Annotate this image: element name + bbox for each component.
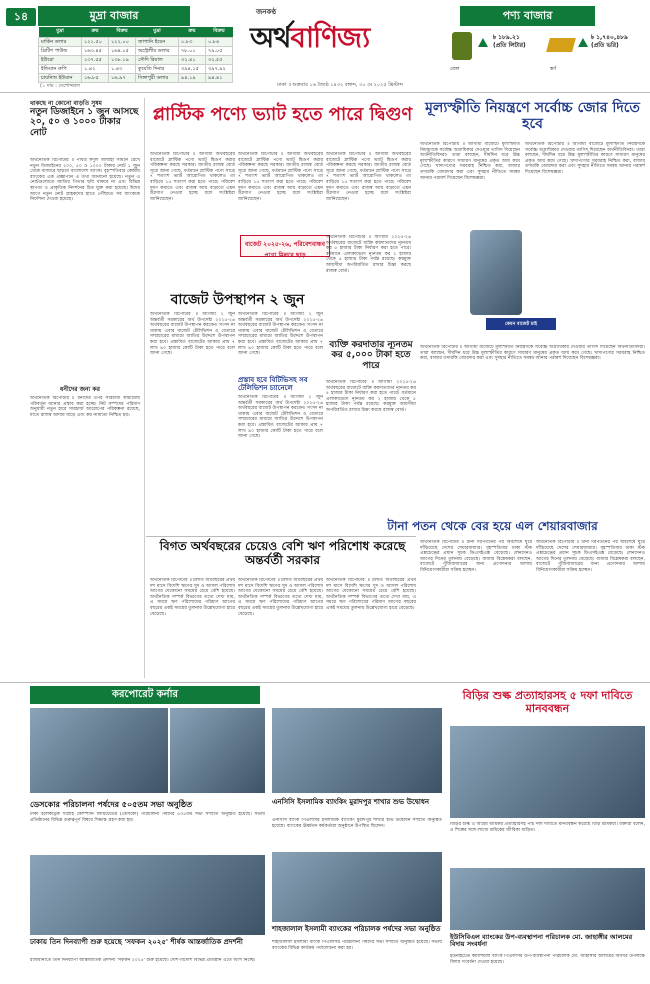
- currency-cell: ৭৯.০৫: [205, 47, 232, 56]
- currency-cell: ইউরো: [39, 56, 82, 65]
- currency-row: [39, 56, 233, 65]
- story6-kicker: ধনীদের জন্য কর: [60, 386, 100, 393]
- story7-body: অর্থনৈতিক রিপোর্টার ॥ চলতি অর্থবছরের প্রথম দশ মাসে বিদেশি ঋণের সুদ ও আসল পরিশোধ আগের যেকোনো সময়ের চেয়ে বেশি হয়েছে। অর্থনৈতিক সম্পর্ক বিভাগের তথ্যে দেখা যায়, এ সময়ে ঋণ পরিশোধের পরিমাণ আগের বছরের একই সময়ের তুলনায় উল্লেখযোগ্য হারে বেড়েছে।: [150, 578, 235, 617]
- story8-headline: টানা পতন থেকে বের হয়ে এল শেয়ারবাজার: [387, 519, 598, 533]
- currency-cell: সৌদি রিয়াল: [135, 56, 178, 65]
- currency-cell: ১.৪৩: [109, 65, 136, 74]
- story3-headline: মূল্যস্ফীতি নিয়ন্ত্রণে সর্বোচ্চ জোর দিতে হবে: [425, 100, 640, 133]
- corp6-body: ইউনাইটেড কমার্শিয়াল ব্যাংক পিএলসির উপ-ব্যবস্থাপনা পরিচালক মো. জাহাঙ্গীর আলমের অবসর উপলক্ষে বিদায় সংবর্ধনা দেওয়া হয়েছে।: [450, 954, 645, 965]
- page-header: [0, 0, 650, 92]
- up-arrow-icon: [578, 38, 588, 47]
- corp5-body: শাহজালাল ইসলামী ব্যাংক পিএলসির পরিচালনা পর্ষদের সভা সম্প্রতি অনুষ্ঠিত হয়েছে। সভায় ব্যাংকের বিভিন্ন কার্যক্রম পর্যালোচনা করা হয়।: [272, 940, 442, 951]
- gold-bar-icon: [546, 38, 576, 52]
- currency-col-header: ক্রয়: [82, 27, 109, 38]
- currency-cell: ১৬৪.০৫: [109, 47, 136, 56]
- story7-headline: বিগত অর্থবছরের চেয়েও বেশি ঋণ পরিশোধ করেছে অন্তর্বর্তী সরকার: [159, 539, 406, 567]
- story2-headline: প্লাস্টিক পণ্যে ভ্যাট হতে পারে দ্বিগুণ: [152, 104, 413, 125]
- corporate-photo-7: [450, 868, 645, 930]
- gold-label: স্বর্ণ: [550, 66, 557, 72]
- story8-body: অর্থনৈতিক রিপোর্টার ॥ টানা দরপতনের পর অবশেষে ঘুরে দাঁড়িয়েছে দেশের শেয়ারবাজার। বৃহস্পতিবার ঢাকা স্টক এক্সচেঞ্জের প্রধান সূচক ডিএসইএক্স বেড়েছে। লেনদেনও আগের দিনের তুলনায় বেড়েছে। বাজার বিশ্লেষকরা বলছেন, বাজেটে পুঁজিবাজারের জন্য প্রণোদনার আশায় বিনিয়োগকারীরা সক্রিয় হচ্ছেন।: [420, 540, 532, 573]
- currency-cell: ১২২.০০: [109, 38, 136, 47]
- currency-cell: মার্কিন ডলার: [39, 38, 82, 47]
- currency-cell: ০.৮৩: [179, 38, 206, 47]
- commodity-box: [448, 28, 644, 80]
- story7-body-cont: অর্থনৈতিক রিপোর্টার ॥ চলতি অর্থবছরের প্রথম দশ মাসে বিদেশি ঋণের সুদ ও আসল পরিশোধ আগের যেকোনো সময়ের চেয়ে বেশি হয়েছে। অর্থনৈতিক সম্পর্ক বিভাগের তথ্যে দেখা যায়, এ সময়ে ঋণ পরিশোধের পরিমাণ আগের বছরের একই সময়ের তুলনায় উল্লেখযোগ্য হারে বেড়েছে।: [238, 578, 323, 617]
- story3-body-cont: অর্থনৈতিক রিপোর্টার ॥ আগামী বাজেটে মূল্যস্ফীতি নিয়ন্ত্রণকে সর্বোচ্চ অগ্রাধিকার দেওয়ার তাগিদ দিয়েছেন অর্থনীতিবিদরা। তারা বলছেন, দীর্ঘদিন ধরে উচ্চ মূল্যস্ফীতির কারণে সাধারণ মানুষের প্রকৃত আয় কমে গেছে। খাদ্যপণ্যের সরবরাহ নিশ্চিত করা, বাজার তদারকি জোরদার করা এবং সুদহার নীতিতে সমন্বয় আনার পরামর্শ দিয়েছেন বিশেষজ্ঞরা।: [525, 142, 645, 175]
- up-arrow-icon: [478, 38, 488, 47]
- date-line: ঢাকা ॥ শুক্রবার ১৬ জ্যৈষ্ঠ ১৪৩২ বঙ্গাব্দ, ৩০ মে ২০২৫ খ্রিস্টাব্দ: [277, 82, 403, 88]
- corp1-headline: ডেসকোর পরিচালনা পর্ষদের ৫০৫তম সভা অনুষ্ঠিত: [30, 800, 193, 809]
- divider: [146, 536, 416, 537]
- story8-body-cont: অর্থনৈতিক রিপোর্টার ॥ টানা দরপতনের পর অবশেষে ঘুরে দাঁড়িয়েছে দেশের শেয়ারবাজার। বৃহস্পতিবার ঢাকা স্টক এক্সচেঞ্জের প্রধান সূচক ডিএসইএক্স বেড়েছে। লেনদেনও আগের দিনের তুলনায় বেড়েছে। বাজার বিশ্লেষকরা বলছেন, বাজেটে পুঁজিবাজারের জন্য প্রণোদনার আশায় বিনিয়োগকারীরা সক্রিয় হচ্ছেন।: [536, 540, 645, 573]
- corporate-photo-1: [30, 708, 168, 793]
- currency-cell: সিঙ্গাপুরী ডলার: [135, 74, 178, 83]
- currency-cell: ১৬৩.৪৫: [82, 47, 109, 56]
- corp2-headline: এনসিসি ইসলামিক ব্যাংকিং মুরাদপুর শাখার শুভ উদ্বোধন: [272, 798, 430, 806]
- currency-cell: ৩৯৭.৯২: [205, 65, 232, 74]
- currency-cell: ৩৯৪.১৫: [179, 65, 206, 74]
- currency-cell: ১৬.৮৫: [82, 74, 109, 83]
- corp1-body: ঢাকা ইলেকট্রিক সাপ্লাই কোম্পানি লিমিটেডের (ডেসকো) পরিচালনা পর্ষদের ৫০৫তম সভা সম্প্রতি অনুষ্ঠিত হয়েছে। সভায় প্রতিষ্ঠানের বিভিন্ন গুরুত্বপূর্ণ বিষয়ে সিদ্ধান্ত গ্রহণ করা হয়।: [30, 812, 265, 823]
- currency-cell: অস্ট্রেলীয় ডলার: [135, 47, 178, 56]
- divider: [0, 92, 650, 93]
- story2-body: অর্থনৈতিক রিপোর্টার ॥ আগামী অর্থবছরের বাজেটে প্লাস্টিক পণ্যে ভ্যাট দ্বিগুণ করার পরিকল্পনা করছে সরকার। জাতীয় রাজস্ব বোর্ড সূত্রে জানা গেছে, বর্তমানে প্লাস্টিক পণ্যে সাড়ে ৭ শতাংশ ভ্যাট আরোপিত থাকলেও তা বাড়িয়ে ১৫ শতাংশ করা হতে পারে। পরিবেশ দূষণ কমাতে এবং রাজস্ব আয় বাড়াতে এমন উদ্যোগ নেওয়া হচ্ছে বলে সংশ্লিষ্টরা জানিয়েছেন।: [150, 152, 235, 202]
- currency-row: [39, 38, 233, 47]
- story6-body: অর্থনৈতিক রিপোর্টার ॥ ধনীদের ওপর সারচার্জ কাঠামোয় পরিবর্তন আনার প্রস্তাব করা হচ্ছে। নিট সম্পদের পরিমাণ অনুযায়ী নতুন হারে সারচার্জ আরোপের পরিকল্পনা রয়েছে, যাতে রাজস্ব আদায় বাড়ে এবং কর ন্যায্যতা নিশ্চিত হয়।: [30, 396, 140, 418]
- masthead-left: অর্থ: [250, 21, 291, 54]
- currency-cell: ইন্ডিয়ান রুপি: [39, 65, 82, 74]
- corporate-photo-3: [30, 855, 265, 935]
- oil-can-icon: [452, 32, 472, 60]
- story4-body-more: অর্থনৈতিক রিপোর্টার ॥ আগামী ২ জুন অন্তর্বর্তী সরকারের অর্থ উপদেষ্টা ২০২৫-২৬ অর্থবছরের বাজেট উপস্থাপন করবেন। সংসদ না থাকায় এবার বাজেট টেলিভিশন ও বেতারে সম্প্রচারের মাধ্যমে জাতির উদ্দেশে উপস্থাপন করা হবে। প্রস্তাবিত বাজেটের আকার প্রায় ৭ লাখ ৯০ হাজার কোটি টাকা হতে পারে বলে জানা গেছে।: [238, 395, 323, 440]
- currency-cell: ১৩৮.১৯: [109, 56, 136, 65]
- story3-body-more: অর্থনৈতিক রিপোর্টার ॥ আগামী বাজেটে মূল্যস্ফীতি নিয়ন্ত্রণকে সর্বোচ্চ অগ্রাধিকার দেওয়ার তাগিদ দিয়েছেন অর্থনীতিবিদরা। তারা বলছেন, দীর্ঘদিন ধরে উচ্চ মূল্যস্ফীতির কারণে সাধারণ মানুষের প্রকৃত আয় কমে গেছে। খাদ্যপণ্যের সরবরাহ নিশ্চিত করা, বাজার তদারকি জোরদার করা এবং সুদহার নীতিতে সমন্বয় আনার পরামর্শ দিয়েছেন বিশেষজ্ঞরা।: [420, 345, 645, 362]
- corporate-photo-5: [272, 852, 442, 922]
- story5-headline: ব্যক্তি করদাতার ন্যূনতম কর ৫,০০০ টাকা হতে পারে: [329, 340, 413, 371]
- currency-col-header: মুদ্রা: [135, 27, 178, 38]
- story2-body-cont: অর্থনৈতিক রিপোর্টার ॥ আগামী অর্থবছরের বাজেটে প্লাস্টিক পণ্যে ভ্যাট দ্বিগুণ করার পরিকল্পনা করছে সরকার। জাতীয় রাজস্ব বোর্ড সূত্রে জানা গেছে, বর্তমানে প্লাস্টিক পণ্যে সাড়ে ৭ শতাংশ ভ্যাট আরোপিত থাকলেও তা বাড়িয়ে ১৫ শতাংশ করা হতে পারে। পরিবেশ দূষণ কমাতে এবং রাজস্ব আয় বাড়াতে এমন উদ্যোগ নেওয়া হচ্ছে বলে সংশ্লিষ্টরা জানিয়েছেন।: [326, 152, 411, 202]
- corp6-headline: ইউসিবিএল ব্যাংকের উপ-ব্যবস্থাপনা পরিচালক মো. জাহাঙ্গীর আলমের বিদায় সংবর্ধনা: [450, 933, 633, 949]
- budget-box-text: বাজেট ২০২৫-২৬, পরিবেশবান্ধব পণ্যে মিলবে ছাড়: [244, 241, 326, 259]
- commodity-market-title: পণ্য বাজার: [460, 6, 595, 26]
- corporate-corner-title: করপোরেট কর্নার: [30, 686, 260, 704]
- story1-kicker: থাকছে না কোনো বাড়তি সুষম: [30, 100, 102, 107]
- currency-cell: ১৬.৯৭: [109, 74, 136, 83]
- currency-cell: ১২১.৫০: [82, 38, 109, 47]
- masthead-small: জনকণ্ঠ: [256, 8, 277, 16]
- corp4-body: রাজধানীতে তিন দিনব্যাপী আন্তর্জাতিক প্রদর্শনী 'সফকন ২০২৫' শুরু হয়েছে। দেশি-বিদেশি বিভিন্ন প্রতিষ্ঠান এতে অংশ নিচ্ছে।: [30, 958, 256, 963]
- page-number: ১৪: [6, 8, 36, 26]
- currency-cell: ০.৮৪: [205, 38, 232, 47]
- gold-price-unit: (প্রতি ভরি): [591, 42, 619, 49]
- corporate-photo-4: [272, 708, 442, 793]
- currency-row: [39, 65, 233, 74]
- currency-cell: ১.৪২: [82, 65, 109, 74]
- currency-cell: ৭৮.০১: [179, 47, 206, 56]
- currency-cell: ১৩৭.৫৫: [82, 56, 109, 65]
- currency-table: [38, 27, 233, 83]
- currency-cell: জাপানি ইয়েন: [135, 38, 178, 47]
- corporate-photo-6: [450, 726, 645, 818]
- corp3-headline: বিড়ির শুল্ক প্রত্যাহারসহ ৫ দফা দাবিতে মানববন্ধন: [462, 689, 633, 715]
- oil-price-unit: (প্রতি লিটার): [493, 42, 526, 49]
- currency-header-row: [39, 27, 233, 38]
- oil-price-value: ৳ ১৮৯.২১: [493, 34, 520, 41]
- currency-col-header: বিক্রয়: [205, 27, 232, 38]
- portrait-photo: [470, 230, 522, 315]
- currency-cell: ব্রিটিশ পাউন্ড: [39, 47, 82, 56]
- story2-body-cont: অর্থনৈতিক রিপোর্টার ॥ আগামী অর্থবছরের বাজেটে প্লাস্টিক পণ্যে ভ্যাট দ্বিগুণ করার পরিকল্পনা করছে সরকার। জাতীয় রাজস্ব বোর্ড সূত্রে জানা গেছে, বর্তমানে প্লাস্টিক পণ্যে সাড়ে ৭ শতাংশ ভ্যাট আরোপিত থাকলেও তা বাড়িয়ে ১৫ শতাংশ করা হতে পারে। পরিবেশ দূষণ কমাতে এবং রাজস্ব আয় বাড়াতে এমন উদ্যোগ নেওয়া হচ্ছে বলে সংশ্লিষ্টরা জানিয়েছেন।: [238, 152, 323, 202]
- story4-headline: বাজেট উপস্থাপন ২ জুন: [170, 292, 305, 308]
- story3-body: অর্থনৈতিক রিপোর্টার ॥ আগামী বাজেটে মূল্যস্ফীতি নিয়ন্ত্রণকে সর্বোচ্চ অগ্রাধিকার দেওয়ার তাগিদ দিয়েছেন অর্থনীতিবিদরা। তারা বলছেন, দীর্ঘদিন ধরে উচ্চ মূল্যস্ফীতির কারণে সাধারণ মানুষের প্রকৃত আয় কমে গেছে। খাদ্যপণ্যের সরবরাহ নিশ্চিত করা, বাজার তদারকি জোরদার করা এবং সুদহার নীতিতে সমন্বয় আনার পরামর্শ দিয়েছেন বিশেষজ্ঞরা।: [420, 142, 520, 181]
- currency-cell: চায়নিজ ইউয়ান: [39, 74, 82, 83]
- divider: [0, 682, 650, 683]
- currency-cell: ৯৪.৪১: [205, 74, 232, 83]
- currency-col-header: ক্রয়: [179, 27, 206, 38]
- currency-col-header: বিক্রয়: [109, 27, 136, 38]
- currency-rows: [39, 38, 233, 83]
- oil-label: তেল: [450, 66, 460, 72]
- story4-body-cont: অর্থনৈতিক রিপোর্টার ॥ আগামী ২ জুন অন্তর্বর্তী সরকারের অর্থ উপদেষ্টা ২০২৫-২৬ অর্থবছরের বাজেট উপস্থাপন করবেন। সংসদ না থাকায় এবার বাজেট টেলিভিশন ও বেতারে সম্প্রচারের মাধ্যমে জাতির উদ্দেশে উপস্থাপন করা হবে। প্রস্তাবিত বাজেটের আকার প্রায় ৭ লাখ ৯০ হাজার কোটি টাকা হতে পারে বলে জানা গেছে।: [238, 312, 323, 357]
- currency-market-title: মুদ্রা বাজার: [38, 6, 190, 26]
- story7-body-more: অর্থনৈতিক রিপোর্টার ॥ চলতি অর্থবছরের প্রথম দশ মাসে বিদেশি ঋণের সুদ ও আসল পরিশোধ আগের যেকোনো সময়ের চেয়ে বেশি হয়েছে। অর্থনৈতিক সম্পর্ক বিভাগের তথ্যে দেখা যায়, এ সময়ে ঋণ পরিশোধের পরিমাণ আগের বছরের একই সময়ের তুলনায় উল্লেখযোগ্য হারে বেড়েছে।: [326, 578, 416, 611]
- currency-footer: (১ দাম : দেশোজ্জাল: [40, 83, 80, 89]
- masthead-title: [250, 16, 369, 63]
- currency-row: [39, 47, 233, 56]
- currency-cell: ৩২.৪১: [179, 56, 206, 65]
- corp4-headline: ঢাকায় তিন দিনব্যাপী শুরু হয়েছে 'সফকন ২০২৫' শীর্ষক আন্তর্জাতিক প্রদর্শনী: [30, 938, 243, 946]
- corp3-body: বিড়ির শুল্ক ও অগ্রিম আয়কর প্রত্যাহারসহ পাঁচ দফা দাবিতে মানববন্ধন করেছে বিড়ি শ্রমিকরা। বক্তারা বলেন, এ শিল্পের সঙ্গে লাখো শ্রমিকের জীবিকা জড়িত।: [450, 822, 645, 833]
- currency-col-header: মুদ্রা: [39, 27, 82, 38]
- story4-body: অর্থনৈতিক রিপোর্টার ॥ আগামী ২ জুন অন্তর্বর্তী সরকারের অর্থ উপদেষ্টা ২০২৫-২৬ অর্থবছরের বাজেট উপস্থাপন করবেন। সংসদ না থাকায় এবার বাজেট টেলিভিশন ও বেতারে সম্প্রচারের মাধ্যমে জাতির উদ্দেশে উপস্থাপন করা হবে। প্রস্তাবিত বাজেটের আকার প্রায় ৭ লাখ ৯০ হাজার কোটি টাকা হতে পারে বলে জানা গেছে।: [150, 312, 235, 357]
- story4-subhead: প্রস্তাব হবে বিটিভিসহ সব টেলিভিশন চ্যানেলে: [238, 376, 308, 393]
- oil-price: [493, 34, 526, 50]
- masthead: [250, 6, 420, 66]
- currency-cell: কুয়েতি দিনার: [135, 65, 178, 74]
- currency-cell: ৩২.৫৫: [205, 56, 232, 65]
- gold-price: [591, 34, 628, 50]
- currency-row: [39, 74, 233, 83]
- story1-headline: নতুন ডিজাইনে ১ জুন আসছে ২০, ৫০ ও ১০০০ টাকার নোট: [30, 107, 139, 138]
- story3-caption: কেমন বাজেট চাই: [486, 318, 556, 330]
- story5-lead: অর্থনৈতিক রিপোর্টার ॥ আগামী ২০২৫-২৬ অর্থবছরের বাজেটে ব্যক্তি করদাতাদের ন্যূনতম কর ৫ হাজার টাকা নির্ধারণ করা হতে পারে। বর্তমানে এলাকাভেদে ন্যূনতম কর ২ হাজার থেকে ৫ হাজার টাকা পর্যন্ত রয়েছে। করমুক্ত আয়সীমা অপরিবর্তিত রাখার চিন্তা করছে রাজস্ব বোর্ড।: [326, 235, 411, 274]
- story1-body: অর্থনৈতিক রিপোর্টার ॥ পবিত্র ঈদুল আজহা সামনে রেখে নতুন ডিজাইনের ২০০, ৫০ ও ১০০০ টাকার নোট ১ জুন থেকে বাজারে ছাড়বে বাংলাদেশ ব্যাংক। বৃহস্পতিবার কেন্দ্রীয় ব্যাংকের এক প্রজ্ঞাপনে এ তথ্য জানানো হয়েছে। নতুন এ নোটগুলোতে জাতির পিতার ছবি থাকবে না এবং বিভিন্ন স্থাপত্য ও প্রাকৃতিক নিদর্শনের চিত্র যুক্ত করা হয়েছে। ঈদের আগে নতুন নোট গ্রাহকদের হাতে পৌঁছাতে সব ব্যাংককে নির্দেশনা দেওয়া হয়েছে।: [30, 158, 140, 203]
- corp5-headline: শাহজালাল ইসলামী ব্যাংকের পরিচালক পর্ষদের সভা অনুষ্ঠিত: [272, 925, 441, 933]
- column-divider: [144, 98, 145, 678]
- story5-body: অর্থনৈতিক রিপোর্টার ॥ আগামী ২০২৫-২৬ অর্থবছরের বাজেটে ব্যক্তি করদাতাদের ন্যূনতম কর ৫ হাজার টাকা নির্ধারণ করা হতে পারে। বর্তমানে এলাকাভেদে ন্যূনতম কর ২ হাজার থেকে ৫ হাজার টাকা পর্যন্ত রয়েছে। করমুক্ত আয়সীমা অপরিবর্তিত রাখার চিন্তা করছে রাজস্ব বোর্ড।: [326, 380, 416, 413]
- budget-box: [240, 235, 330, 257]
- masthead-right: বাণিজ্য: [290, 21, 370, 54]
- gold-price-value: ৳ ১,৭৪০,৪৮৯: [591, 34, 628, 41]
- corp2-body: এনসিসি ব্যাংক পিএলসির ইসলামিক ব্যাংকিং মুরাদপুর শাখার শুভ উদ্বোধন সম্প্রতি অনুষ্ঠিত হয়েছে। ব্যাংকের ঊর্ধ্বতন কর্মকর্তারা অনুষ্ঠানে উপস্থিত ছিলেন।: [272, 818, 442, 829]
- corporate-photo-2: [170, 708, 265, 793]
- currency-cell: ৯৪.১৯: [179, 74, 206, 83]
